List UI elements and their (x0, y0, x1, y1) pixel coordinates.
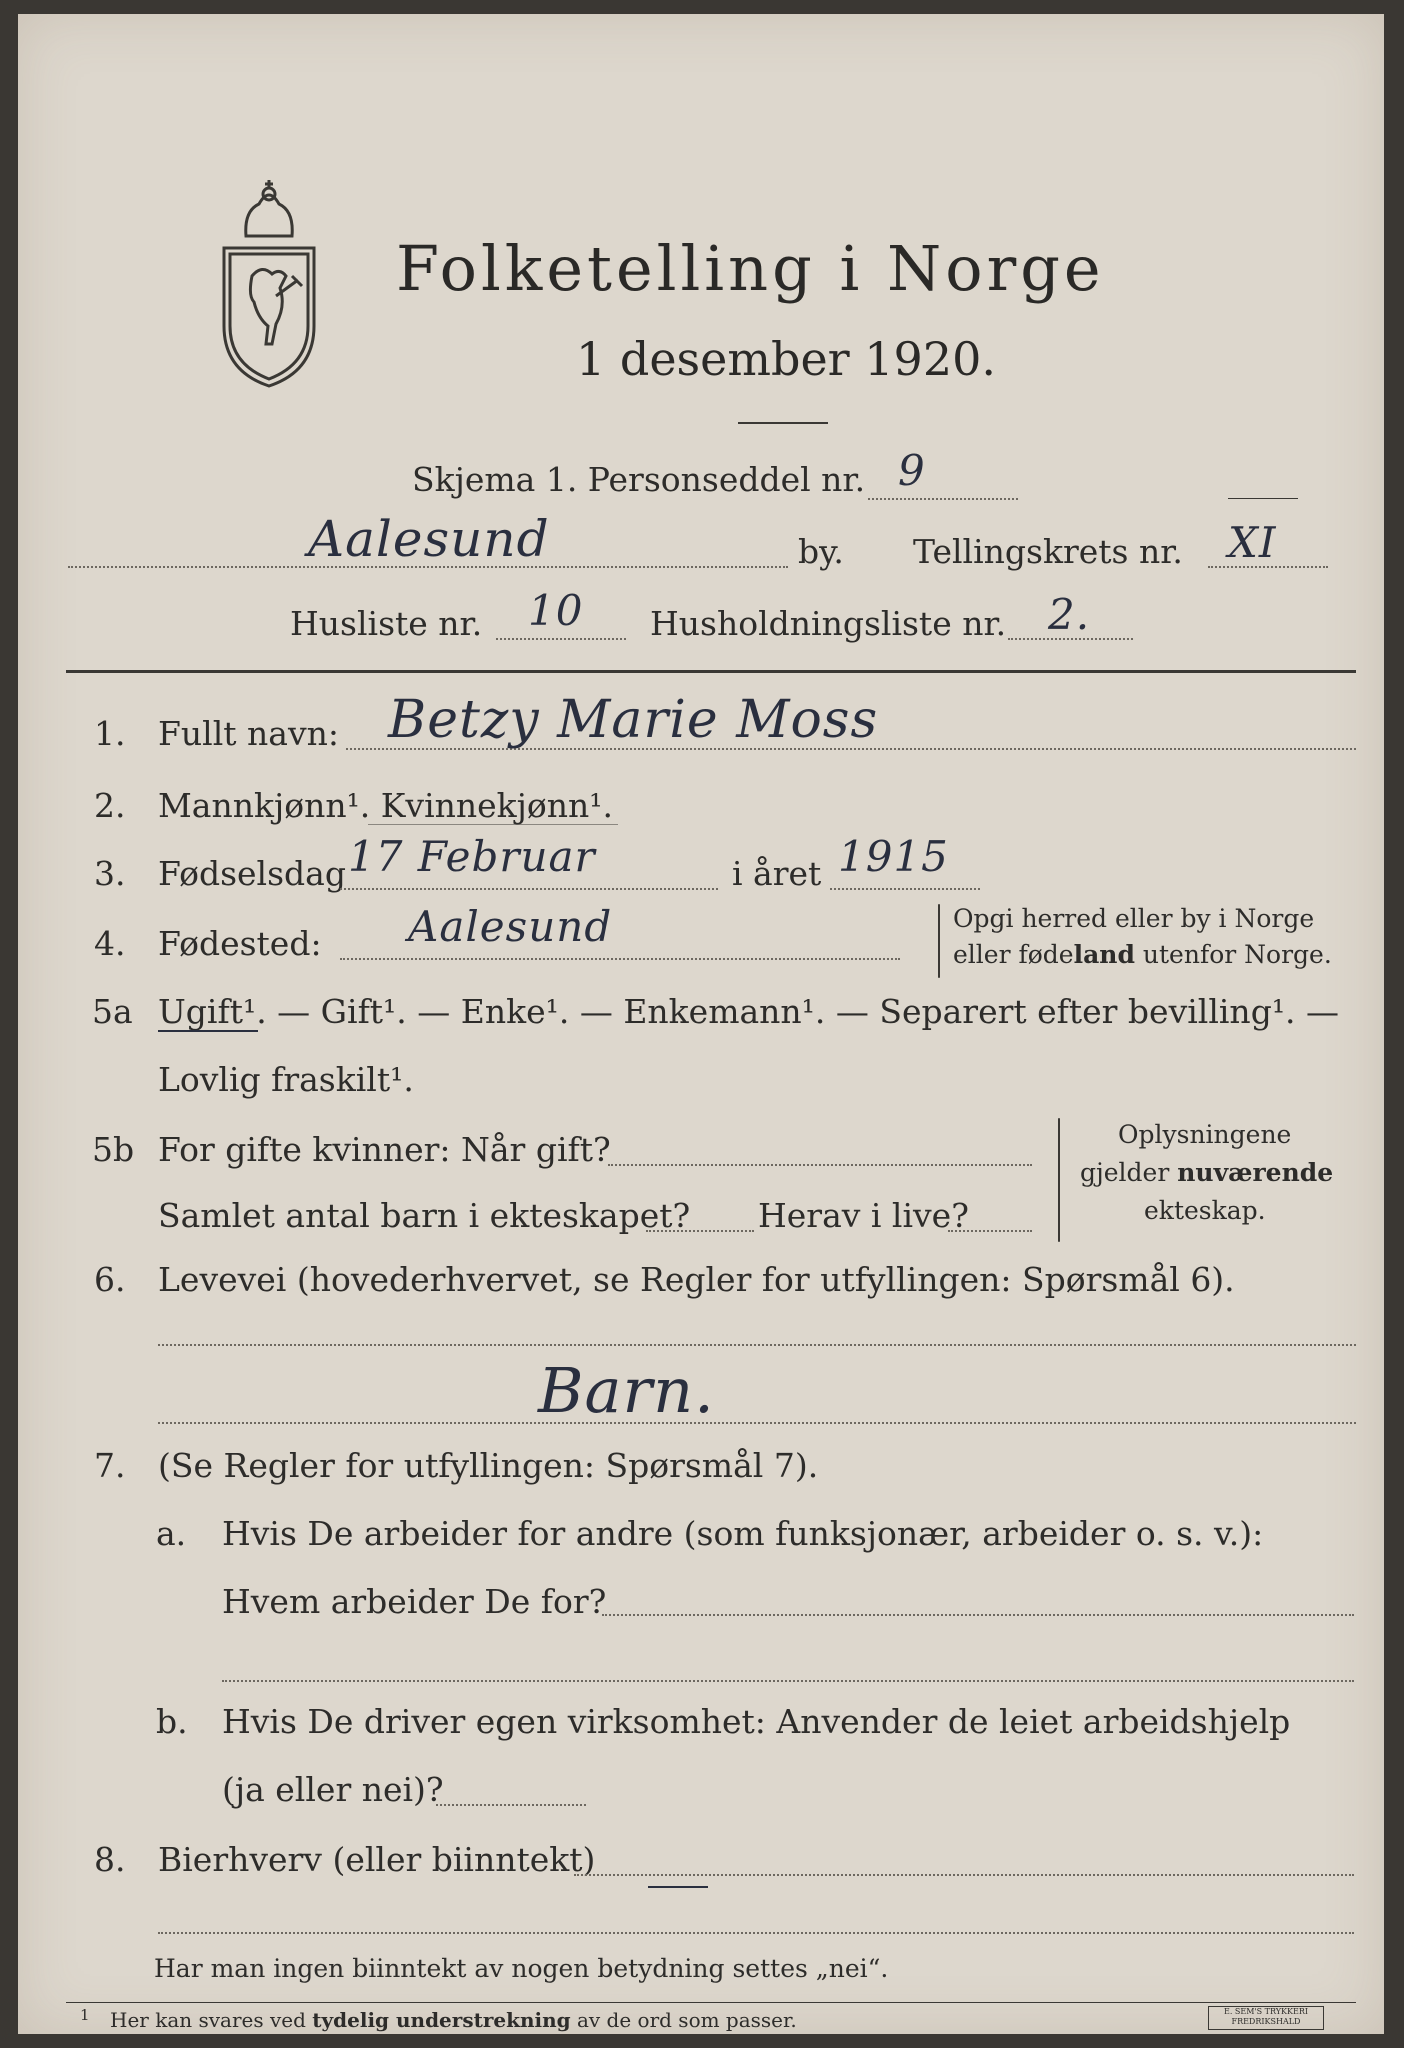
full-name-value: Betzy Marie Moss (388, 690, 879, 750)
occupation-line-2 (158, 1422, 1356, 1424)
birthdate-value: 17 Februar (348, 832, 596, 881)
census-form (18, 14, 1384, 2034)
header-divider (738, 422, 828, 424)
birthplace-note-line1: Opgi herred eller by i Norge (953, 904, 1315, 933)
birth-year-line (830, 888, 980, 890)
marital-status-options: Ugift¹. — Gift¹. — Enke¹. — Enkemann¹. — Separert efter bevilling¹. — (158, 992, 1340, 1031)
q7b-letter: b. (156, 1702, 188, 1741)
birthplace-label: Fødested: (158, 924, 322, 963)
q7-label: (Se Regler for utfyllingen: Spørsmål 7). (158, 1446, 819, 1485)
husliste-label: Husliste nr. (290, 604, 483, 643)
married-when-label: For gifte kvinner: Når gift? (158, 1130, 611, 1169)
birthplace-note-line2: eller fødeland utenfor Norge. (953, 940, 1332, 969)
ugift-underline (158, 1030, 258, 1032)
personseddel-nr-value: 9 (898, 446, 926, 495)
occupation-line-1 (158, 1344, 1356, 1346)
children-alive-label: Herav i live? (758, 1196, 969, 1235)
side-income-label: Bierhverv (eller biinntekt) (158, 1840, 596, 1879)
marital-status-options-cont: Lovlig fraskilt¹. (158, 1060, 414, 1099)
employer-label: Hvem arbeider De for? (222, 1582, 607, 1621)
marriage-note-line1: Oplysningene (1118, 1120, 1292, 1149)
side-income-line (574, 1874, 1354, 1876)
married-when-line (608, 1164, 1032, 1166)
footnote-text: Her kan svares ved tydelig understrekning av de ord som passer. (110, 2008, 797, 2032)
employer-line (602, 1614, 1354, 1616)
q5a-number: 5a (92, 992, 133, 1031)
coat-of-arms-icon (214, 176, 324, 391)
hired-help-label: (ja eller nei)? (222, 1770, 444, 1809)
personseddel-line (868, 498, 1018, 500)
employer-line-2 (222, 1680, 1354, 1682)
birth-year-label: i året (732, 854, 822, 893)
occupation-label: Levevei (hovederhvervet, se Regler for utfyllingen: Spørsmål 6). (158, 1260, 1235, 1299)
q7-number: 7. (94, 1446, 126, 1485)
q2-number: 2. (94, 786, 126, 825)
children-alive-line (948, 1230, 1032, 1232)
side-income-line-2 (158, 1932, 1354, 1934)
q5b-number: 5b (92, 1130, 135, 1169)
q3-number: 3. (94, 854, 126, 893)
form-title: Folketelling i Norge (396, 232, 1105, 305)
census-date: 1 desember 1920. (576, 332, 996, 386)
tellingskrets-label: Tellingskrets nr. (913, 532, 1183, 571)
q7a-question: Hvis De arbeider for andre (som funksjonær, arbeider o. s. v.): (222, 1514, 1264, 1553)
side-income-dash (648, 1886, 708, 1888)
birthdate-line (340, 888, 718, 890)
marriage-note-line3: ekteskap. (1144, 1196, 1266, 1225)
children-total-line (646, 1230, 754, 1232)
hired-help-line (436, 1804, 586, 1806)
full-name-label: Fullt navn: (158, 714, 339, 753)
husliste-nr-value: 10 (528, 586, 584, 635)
side-income-note: Har man ingen biinntekt av nogen betydning settes „nei“. (154, 1954, 889, 1983)
birth-year-value: 1915 (838, 832, 949, 881)
q7a-letter: a. (156, 1514, 187, 1553)
by-value: Aalesund (308, 510, 550, 568)
husholdningsliste-label: Husholdningsliste nr. (650, 604, 1007, 643)
printer-stamp: E. SEM'S TRYKKERI FREDRIKSHALD (1208, 2006, 1324, 2030)
q4-number: 4. (94, 924, 126, 963)
by-label: by. (798, 532, 844, 571)
marriage-note-brace (1058, 1118, 1060, 1242)
husliste-line (496, 638, 626, 640)
children-total-label: Samlet antal barn i ekteskapet? (158, 1196, 691, 1235)
husholdningsliste-nr-value: 2. (1048, 590, 1091, 639)
birthdate-label: Fødselsdag (158, 854, 346, 893)
section-divider (66, 670, 1356, 673)
tellingskrets-mark (1228, 498, 1298, 499)
tellingskrets-nr-value: XI (1228, 518, 1277, 567)
q7b-question: Hvis De driver egen virksomhet: Anvender de leiet arbeidshjelp (222, 1702, 1291, 1741)
marriage-note-line2: gjelder nuværende (1080, 1158, 1334, 1187)
skjema-label: Skjema 1. Personseddel nr. (412, 460, 866, 499)
footnote-marker: 1 (80, 2006, 90, 2024)
birthplace-value: Aalesund (408, 902, 613, 951)
q1-number: 1. (94, 714, 126, 753)
occupation-value: Barn. (538, 1354, 715, 1427)
q8-number: 8. (94, 1840, 126, 1879)
birthplace-line (340, 958, 900, 960)
gender-label: Mannkjønn¹. Kvinnekjønn¹. (158, 786, 613, 825)
q6-number: 6. (94, 1260, 126, 1299)
birthplace-note-brace (938, 904, 940, 978)
footnote-divider (66, 2002, 1356, 2003)
gender-underline (368, 824, 618, 825)
